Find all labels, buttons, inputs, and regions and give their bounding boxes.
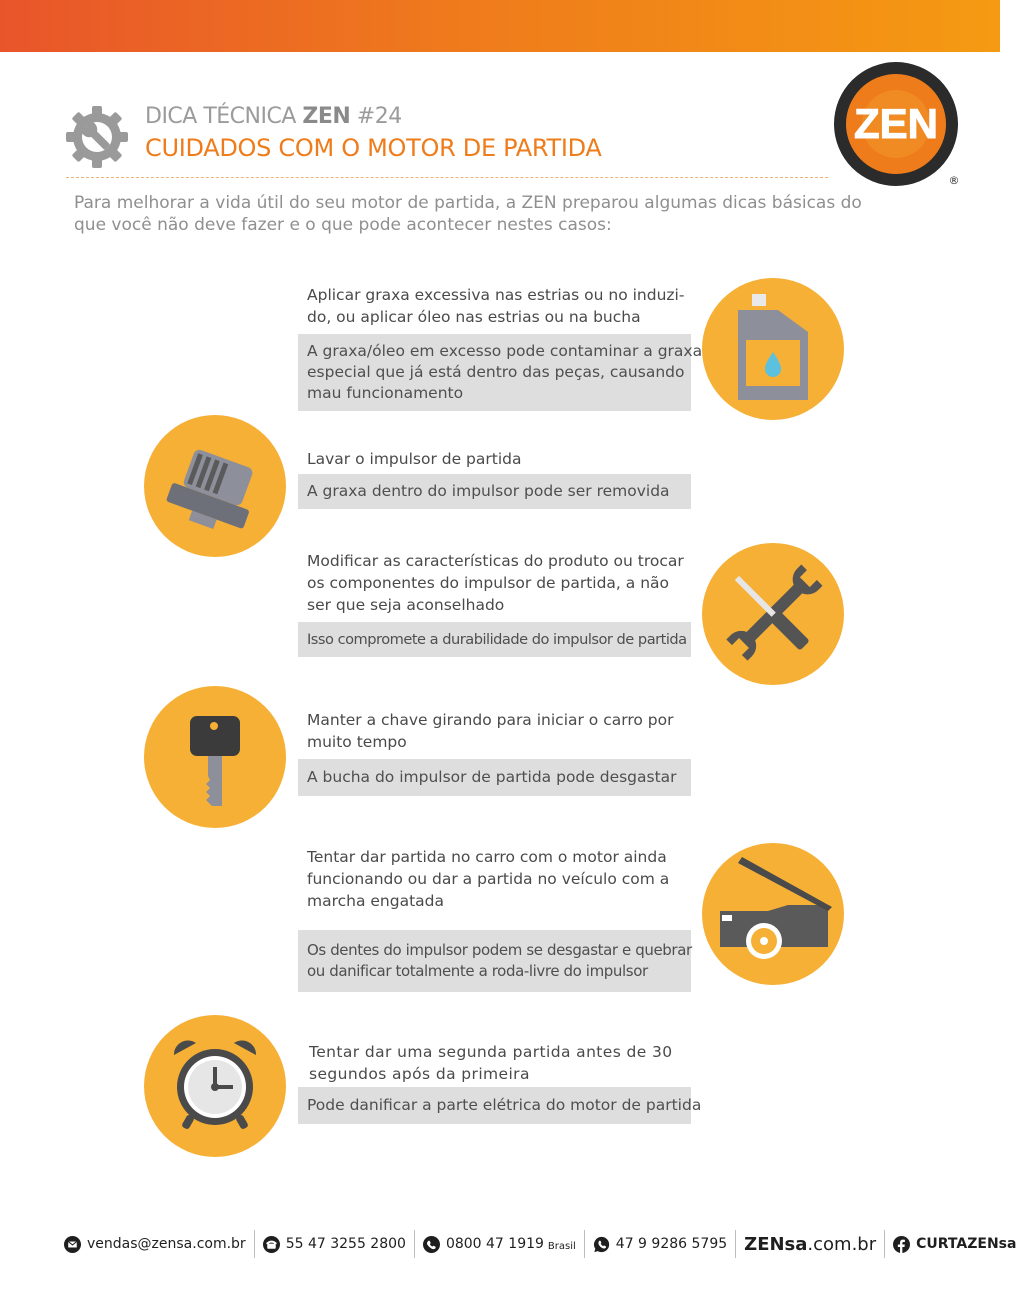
tip-question: [298, 846, 691, 912]
alarm-clock-circle: [144, 1015, 286, 1157]
tip-answer-line: mau funcionamento: [307, 384, 464, 402]
tip-answer-line: especial que já está dentro das peças, causando: [307, 363, 685, 381]
footer-phone[interactable]: [255, 1231, 414, 1257]
car-key-icon: [144, 686, 286, 828]
footer-site-rest: .com.br: [807, 1233, 877, 1255]
intro-line-2: que você não deve fazer e o que pode acontecer nestes casos:: [74, 215, 612, 235]
tip-answer-line: A graxa dentro do impulsor pode ser removida: [307, 482, 670, 500]
tip-question-line: os componentes do impulsor de partida, a não: [307, 574, 670, 592]
header-divider: [66, 177, 828, 178]
email-icon: [64, 1236, 81, 1253]
gear-wrench-icon: [62, 102, 132, 172]
top-banner: [0, 0, 1000, 52]
tip-question-line: do, ou aplicar óleo nas estrias ou na bucha: [307, 308, 641, 326]
tip-question-line: Lavar o impulsor de partida: [307, 450, 522, 468]
tip-question: [298, 550, 691, 616]
tip-question-line: ser que seja aconselhado: [307, 596, 505, 614]
footer-tollfree-note: Brasil: [547, 1240, 576, 1252]
car-circle: [702, 843, 844, 985]
page-title: CUIDADOS COM O MOTOR DE PARTIDA: [145, 134, 602, 162]
registered-mark: ®: [948, 174, 960, 187]
tip-question-line: funcionando ou dar a partida no veículo com a: [307, 870, 670, 888]
footer-tollfree-text: 0800 47 1919: [445, 1236, 544, 1252]
tip-question: [298, 448, 691, 470]
footer-email[interactable]: [56, 1231, 254, 1257]
tip-answer: [298, 1087, 702, 1124]
tip-answer: [298, 334, 703, 411]
intro-line-1: Para melhorar a vida útil do seu motor de partida, a ZEN preparou algumas dicas básicas do: [74, 193, 862, 213]
tip-question-line: marcha engatada: [307, 892, 445, 910]
tip-answer-line: A graxa/óleo em excesso pode contaminar a graxa: [307, 342, 703, 360]
footer-email-text: vendas@zensa.com.br: [87, 1236, 246, 1252]
logo-text: ZEN: [854, 100, 938, 147]
tip-item-4: [298, 709, 691, 796]
tip-question-line: Tentar dar uma segunda partida antes de 30: [309, 1043, 673, 1061]
chat-phone-icon: [423, 1236, 440, 1253]
tip-question: [298, 709, 691, 753]
tip-item-6: [298, 1041, 702, 1124]
car-open-hood-icon: [702, 843, 844, 985]
tip-answer-line: Isso compromete a durabilidade do impulsor de partida: [307, 631, 687, 648]
tip-label: [145, 104, 402, 129]
footer-facebook[interactable]: [885, 1231, 1024, 1257]
phone-icon: [263, 1236, 280, 1253]
tip-answer-line: Os dentes do impulsor podem se desgastar e quebrar: [307, 941, 692, 959]
car-key-circle: [144, 686, 286, 828]
tip-question-line: Aplicar graxa excessiva nas estrias ou no induzi-: [307, 286, 685, 304]
tip-label-brand: ZEN: [302, 104, 351, 129]
footer-facebook-text: CURTAZENsa: [916, 1236, 1017, 1252]
tip-label-prefix: DICA TÉCNICA: [145, 104, 296, 129]
tip-item-2: [298, 448, 691, 509]
tip-question-line: Modificar as características do produto ou trocar: [307, 552, 684, 570]
tip-question-line: muito tempo: [307, 733, 407, 751]
tip-answer: [298, 930, 691, 992]
intro-text: [74, 192, 862, 236]
footer-whatsapp-text: 47 9 9286 5795: [615, 1236, 728, 1252]
tip-question-line: Tentar dar partida no carro com o motor ainda: [307, 848, 667, 866]
whatsapp-icon: [593, 1236, 610, 1253]
wrench-screwdriver-icon: [702, 543, 844, 685]
starter-drive-icon: [144, 415, 286, 557]
footer-whatsapp[interactable]: [585, 1231, 735, 1257]
footer-tollfree[interactable]: [415, 1231, 584, 1257]
tip-answer: [298, 759, 691, 796]
footer: [56, 1230, 1024, 1258]
tip-answer: [298, 474, 691, 509]
oil-can-icon: [702, 278, 844, 420]
tip-answer-line: Pode danificar a parte elétrica do motor de partida: [307, 1096, 702, 1114]
tip-answer: [298, 622, 691, 657]
tip-question-line: segundos após da primeira: [309, 1065, 530, 1083]
alarm-clock-icon: [144, 1015, 286, 1157]
starter-drive-circle: [144, 415, 286, 557]
tip-item-5: [298, 846, 691, 992]
oil-can-circle: [702, 278, 844, 420]
facebook-icon: [893, 1236, 910, 1253]
tip-question: [298, 284, 691, 328]
zen-logo: [832, 60, 960, 188]
tools-circle: [702, 543, 844, 685]
tip-answer-line: A bucha do impulsor de partida pode desgastar: [307, 768, 677, 786]
tip-answer-line: ou danificar totalmente a roda-livre do impulsor: [307, 962, 648, 980]
footer-site-bold: ZENsa: [744, 1233, 808, 1255]
tip-item-1: [298, 284, 703, 411]
tip-question: [298, 1041, 691, 1085]
tip-item-3: [298, 550, 691, 657]
tip-label-number: #24: [356, 104, 402, 129]
tip-question-line: Manter a chave girando para iniciar o carro por: [307, 711, 674, 729]
footer-website[interactable]: [736, 1231, 884, 1257]
footer-phone-text: 55 47 3255 2800: [285, 1236, 406, 1252]
